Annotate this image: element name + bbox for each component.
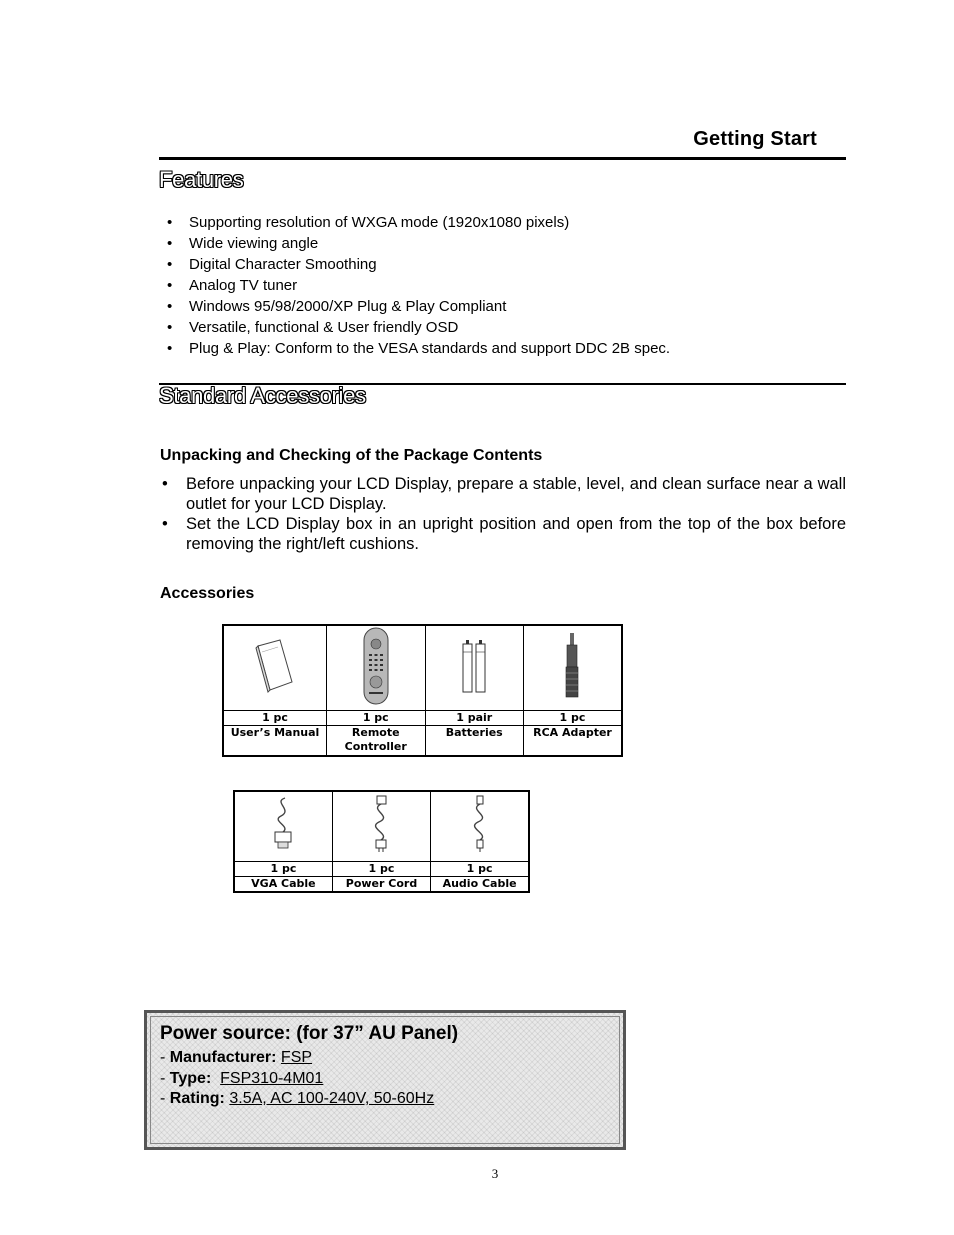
type-value: FSP310-4M01 <box>220 1070 324 1087</box>
feature-item: • Analog TV tuner <box>159 275 670 296</box>
header-rule <box>159 157 846 160</box>
power-source-box <box>144 1010 626 1150</box>
accessory-name: Batteries <box>425 726 523 756</box>
accessory-qty: 1 pc <box>431 861 529 876</box>
accessory-qty: 1 pc <box>234 861 332 876</box>
accessory-name: RCA Adapter <box>523 726 622 756</box>
audio-cable-icon <box>431 791 529 861</box>
accessory-qty: 1 pc <box>327 711 425 726</box>
batteries-icon <box>425 625 523 711</box>
rating-value: 3.5A, AC 100-240V, 50-60Hz <box>229 1090 435 1107</box>
type-line <box>160 1070 323 1088</box>
unpacking-heading: Unpacking and Checking of the Package Contents <box>160 447 543 464</box>
accessories-table-2 <box>233 790 530 893</box>
feature-item: • Wide viewing angle <box>159 233 670 254</box>
power-cord-icon <box>332 791 430 861</box>
accessory-name: User’s Manual <box>223 726 327 756</box>
manufacturer-value: FSP <box>280 1049 313 1066</box>
features-title: Features <box>159 167 244 192</box>
unpacking-step: • Set the LCD Display box in an upright position and open from the top of the box before removing the right/left cushions. <box>160 514 846 554</box>
feature-item: • Supporting resolution of WXGA mode (1920x1080 pixels) <box>159 212 670 233</box>
features-list <box>159 212 670 359</box>
accessory-qty: 1 pc <box>523 711 622 726</box>
accessory-name: Power Cord <box>332 876 430 892</box>
feature-item: • Digital Character Smoothing <box>159 254 670 275</box>
feature-item: • Plug & Play: Conform to the VESA standards and support DDC 2B spec. <box>159 338 670 359</box>
unpacking-steps <box>160 474 846 554</box>
standard-accessories-title: Standard Accessories <box>159 383 366 408</box>
rating-line <box>160 1090 434 1108</box>
feature-item: • Windows 95/98/2000/XP Plug & Play Compliant <box>159 296 670 317</box>
rating-label: Rating: <box>169 1090 225 1107</box>
page-number: 3 <box>491 1166 499 1181</box>
type-label: Type: <box>169 1070 212 1087</box>
accessories-table-1 <box>222 624 623 757</box>
rca-adapter-icon <box>523 625 622 711</box>
vga-cable-icon <box>234 791 332 861</box>
manufacturer-line <box>160 1049 312 1067</box>
accessory-name: Audio Cable <box>431 876 529 892</box>
dash: - <box>160 1070 170 1087</box>
power-source-title: Power source: (for 37” AU Panel) <box>160 1023 459 1044</box>
unpacking-step: • Before unpacking your LCD Display, prepare a stable, level, and clean surface near a wall outlet for your LCD Display. <box>160 474 846 514</box>
accessory-name <box>327 726 425 756</box>
accessory-name: VGA Cable <box>234 876 332 892</box>
manual-icon <box>223 625 327 711</box>
chapter-title: Getting Start <box>693 128 817 150</box>
accessory-qty: 1 pc <box>332 861 430 876</box>
dash: - <box>160 1090 170 1107</box>
feature-item: • Versatile, functional & User friendly OSD <box>159 317 670 338</box>
accessories-heading: Accessories <box>160 585 255 602</box>
dash: - <box>160 1049 170 1066</box>
accessory-qty: 1 pair <box>425 711 523 726</box>
accessory-qty: 1 pc <box>223 711 327 726</box>
accessory-name-text: Remote Controller <box>344 726 407 753</box>
manufacturer-label: Manufacturer: <box>169 1049 277 1066</box>
remote-control-icon <box>327 625 425 711</box>
